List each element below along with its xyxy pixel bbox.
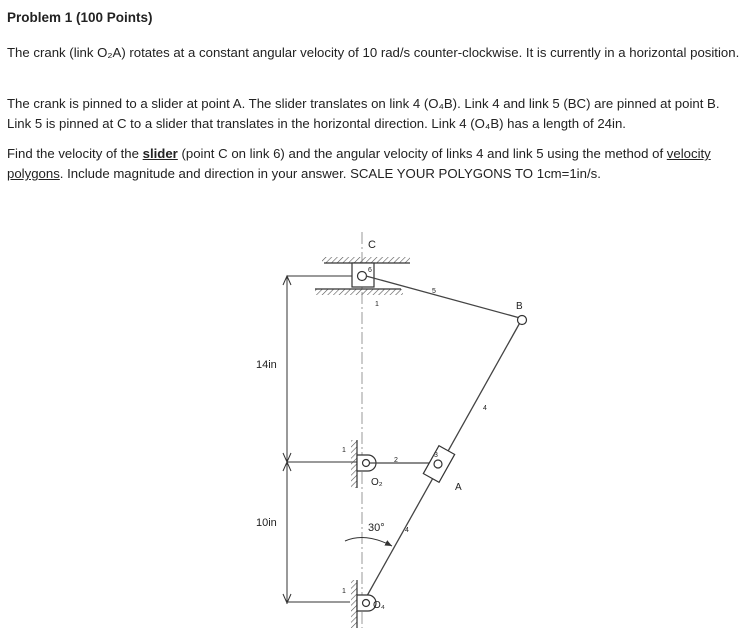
- label-O2: O₂: [371, 477, 383, 488]
- label-link-1-bottom: 1: [342, 588, 346, 595]
- label-link-1-top: 1: [375, 301, 379, 308]
- dim-10in: 10in: [256, 517, 277, 529]
- pin-B: [518, 316, 527, 325]
- p3-text-c: . Include magnitude and direction in your answer. SCALE YOUR POLYGONS TO 1cm=1in/s.: [59, 166, 601, 181]
- link-5-BC: [366, 276, 520, 318]
- label-B: B: [516, 301, 523, 312]
- label-link-2: 2: [394, 457, 398, 464]
- label-link-4-lower: 4: [405, 527, 409, 534]
- p3-text-b: (point C on link 6) and the angular velocity of links 4 and link 5 using the method of: [177, 146, 667, 161]
- dimension-lines: [283, 276, 362, 604]
- problem-title: Problem 1 (100 Points): [7, 10, 153, 25]
- label-O4: O₄: [373, 600, 385, 611]
- label-link-5: 5: [432, 288, 436, 295]
- p3-text-a: Find the velocity of the: [7, 146, 143, 161]
- label-link-3: 3: [434, 452, 438, 459]
- label-C: C: [368, 239, 376, 251]
- label-link-4-upper: 4: [483, 405, 487, 412]
- p3-slider-word: slider: [142, 146, 178, 161]
- pin-C: [358, 272, 367, 281]
- problem-paragraph-1: The crank (link O₂A) rotates at a constant angular velocity of 10 rad/s counter-clockwise. It is currently in a horizontal position.: [7, 45, 740, 60]
- label-link-1-mid: 1: [342, 447, 346, 454]
- problem-paragraph-2: The crank is pinned to a slider at point A. The slider translates on link 4 (O₄B). Link 4 and link 5 (BC) are pinned at point B. Link 5 is pinned at C to a slider that translates in the horizontal direction. Link 4 (O₄B) has a length of 24in.: [7, 96, 720, 131]
- p3-velocity-polygons: velocity polygons: [7, 146, 711, 181]
- label-link-6: 6: [368, 267, 372, 274]
- label-A: A: [455, 482, 462, 493]
- dim-14in: 14in: [256, 359, 277, 371]
- label-angle: 30°: [368, 522, 385, 534]
- angle-arc: [345, 537, 392, 546]
- pin-A: [434, 460, 442, 468]
